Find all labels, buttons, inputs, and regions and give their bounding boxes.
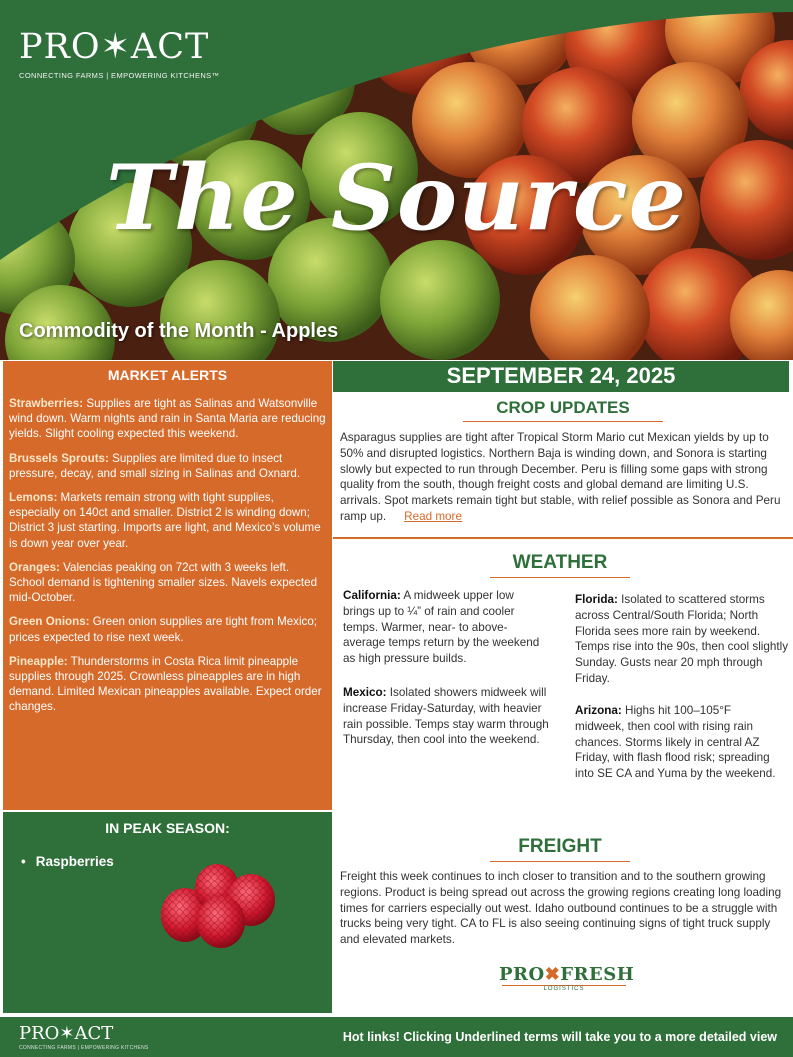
alert-commodity-name[interactable]: Green Onions: xyxy=(9,615,90,629)
weather-arizona xyxy=(575,703,780,782)
weather-region-name: Arizona: xyxy=(575,704,622,717)
footer-tagline: CONNECTING FARMS | EMPOWERING KITCHENS xyxy=(19,1045,149,1051)
alert-text: Valencias peaking on 72ct with 3 weeks left. School demand is tightening smaller sizes. Navels expected mid-October. xyxy=(9,560,318,605)
profresh-pro: PRO xyxy=(499,964,545,985)
logo-tagline: CONNECTING FARMS | EMPOWERING KITCHENS™ xyxy=(19,71,220,80)
alert-text: Green onion supplies are tight from Mexico; prices expected to rise next week. xyxy=(9,615,318,644)
alert-commodity-name[interactable]: Oranges: xyxy=(9,560,60,574)
alert-commodity-name[interactable]: Pineapple: xyxy=(9,654,68,668)
weather-florida xyxy=(575,592,790,687)
read-more-link[interactable]: Read more xyxy=(404,509,462,523)
alert-text: Supplies are limited due to insect pressure, decay, and small sizing in Salinas and Oxnard. xyxy=(9,451,301,480)
alert-text: Thunderstorms in Costa Rica limit pineapple supplies through 2025. Crownless pineapples are in high demand. Limited Mexican pineapples available. Expect order changes. xyxy=(9,654,322,714)
hot-links-note: Hot links! Clicking Underlined terms will take you to a more detailed view xyxy=(342,1030,777,1044)
profresh-fresh: FRESH xyxy=(560,964,635,985)
market-alerts-list xyxy=(9,396,326,715)
issue-date: SEPTEMBER 24, 2025 xyxy=(333,361,789,392)
section-divider xyxy=(333,537,793,539)
commodity-of-month[interactable]: Commodity of the Month - Apples xyxy=(19,320,339,342)
crop-updates-rule xyxy=(463,421,663,422)
proact-logo[interactable] xyxy=(19,27,220,80)
crop-updates-body: Asparagus supplies are tight after Tropical Storm Mario cut Mexican yields by up to 50% and disrupted logistics. Northern Baja is winding down, and Sonora is starting slowly but expected to run through December. Peru is filling some gaps with strong quality from the south, though freight costs and global demand are limiting U.S. arrivals. Spot markets remain tight but stable, with relief possible as Sonora and Peru ramp up. xyxy=(340,431,781,523)
alert-commodity-name[interactable]: Brussels Sprouts: xyxy=(9,451,109,465)
weather-region-text: Highs hit 100–105°F midweek, then cool with rising rain chances. Storms likely in central AZ Friday, with flash flood risk; spreading into SE CA and Yuma by the weekend. xyxy=(575,704,776,781)
market-alerts-panel xyxy=(3,361,332,810)
market-alert-item xyxy=(9,451,326,481)
market-alert-item xyxy=(9,490,326,551)
market-alert-item xyxy=(9,614,326,644)
newsletter-title: The Source xyxy=(106,145,687,251)
weather-region-name: Mexico: xyxy=(343,686,387,699)
alert-text: Markets remain strong with tight supplies, especially on 140ct and smaller. District 2 is winding down; District 3 just starting. Imports are light, and Mexico’s volume is down year over year. xyxy=(9,491,321,550)
weather-mexico xyxy=(343,685,551,748)
weather-region-name: Florida: xyxy=(575,593,618,606)
market-alert-item xyxy=(9,396,326,442)
alert-text: Supplies are tight as Salinas and Watsonville wind down. Warm nights and rain in Santa Maria are reducing yields. Slight cooling expected this weekend. xyxy=(9,397,326,441)
crop-updates-heading: CROP UPDATES xyxy=(496,398,630,417)
raspberries-image xyxy=(155,860,280,950)
peak-season-heading: IN PEAK SEASON: xyxy=(105,820,230,836)
weather-region-text: Isolated to scattered storms across Central/South Florida; North Florida sees more rain by weekend. Temps rise into the 90s, then cool slightly Sunday. Gusts near 20 mph through Friday. xyxy=(575,593,789,685)
footer-logo[interactable]: PRO✶ACT xyxy=(19,1023,114,1044)
market-alerts-heading: MARKET ALERTS xyxy=(107,367,228,383)
weather-region-text: A midweek upper low brings up to ¼” of rain and cooler temps. Warmer, near- to above-average temps return by the weekend as high pressure builds. xyxy=(343,589,540,666)
weather-heading: WEATHER xyxy=(512,552,608,573)
weather-california xyxy=(343,588,543,667)
weather-region-name: California: xyxy=(343,589,401,602)
freight-rule xyxy=(490,861,630,862)
peak-season-panel xyxy=(3,812,332,1013)
alert-commodity-name[interactable]: Strawberries: xyxy=(9,397,84,410)
weather-region-text: Isolated showers midweek will increase Friday-Saturday, with heavier rain possible. Temps stay warm through Thursday, then cool into the weekend. xyxy=(343,686,549,747)
freight-heading: FREIGHT xyxy=(518,836,602,857)
profresh-sub: LOGISTICS xyxy=(502,985,626,993)
profresh-x-icon: ✖ xyxy=(544,964,561,985)
footer-bar xyxy=(0,1017,793,1057)
alert-commodity-name[interactable]: Lemons: xyxy=(9,491,58,505)
profresh-logistics-logo[interactable] xyxy=(499,964,635,994)
market-alert-item xyxy=(9,560,326,606)
hero-banner xyxy=(0,0,793,360)
logo-wordmark: PRO✶ACT xyxy=(19,27,210,67)
weather-rule xyxy=(490,577,630,578)
market-alert-item xyxy=(9,654,326,715)
freight-text: Freight this week continues to inch closer to transition and to the southern growing regions. Product is being spread out across the growing regions creating long loading times for carriers especially out west. Idaho outbound continues to be a struggle with trucks being very tight. CA to FL is also seeing continuing signs of tight truck supply and elevated markets. xyxy=(340,870,782,947)
peak-season-item: • Raspberries xyxy=(21,854,332,869)
crop-updates-text xyxy=(340,430,784,525)
